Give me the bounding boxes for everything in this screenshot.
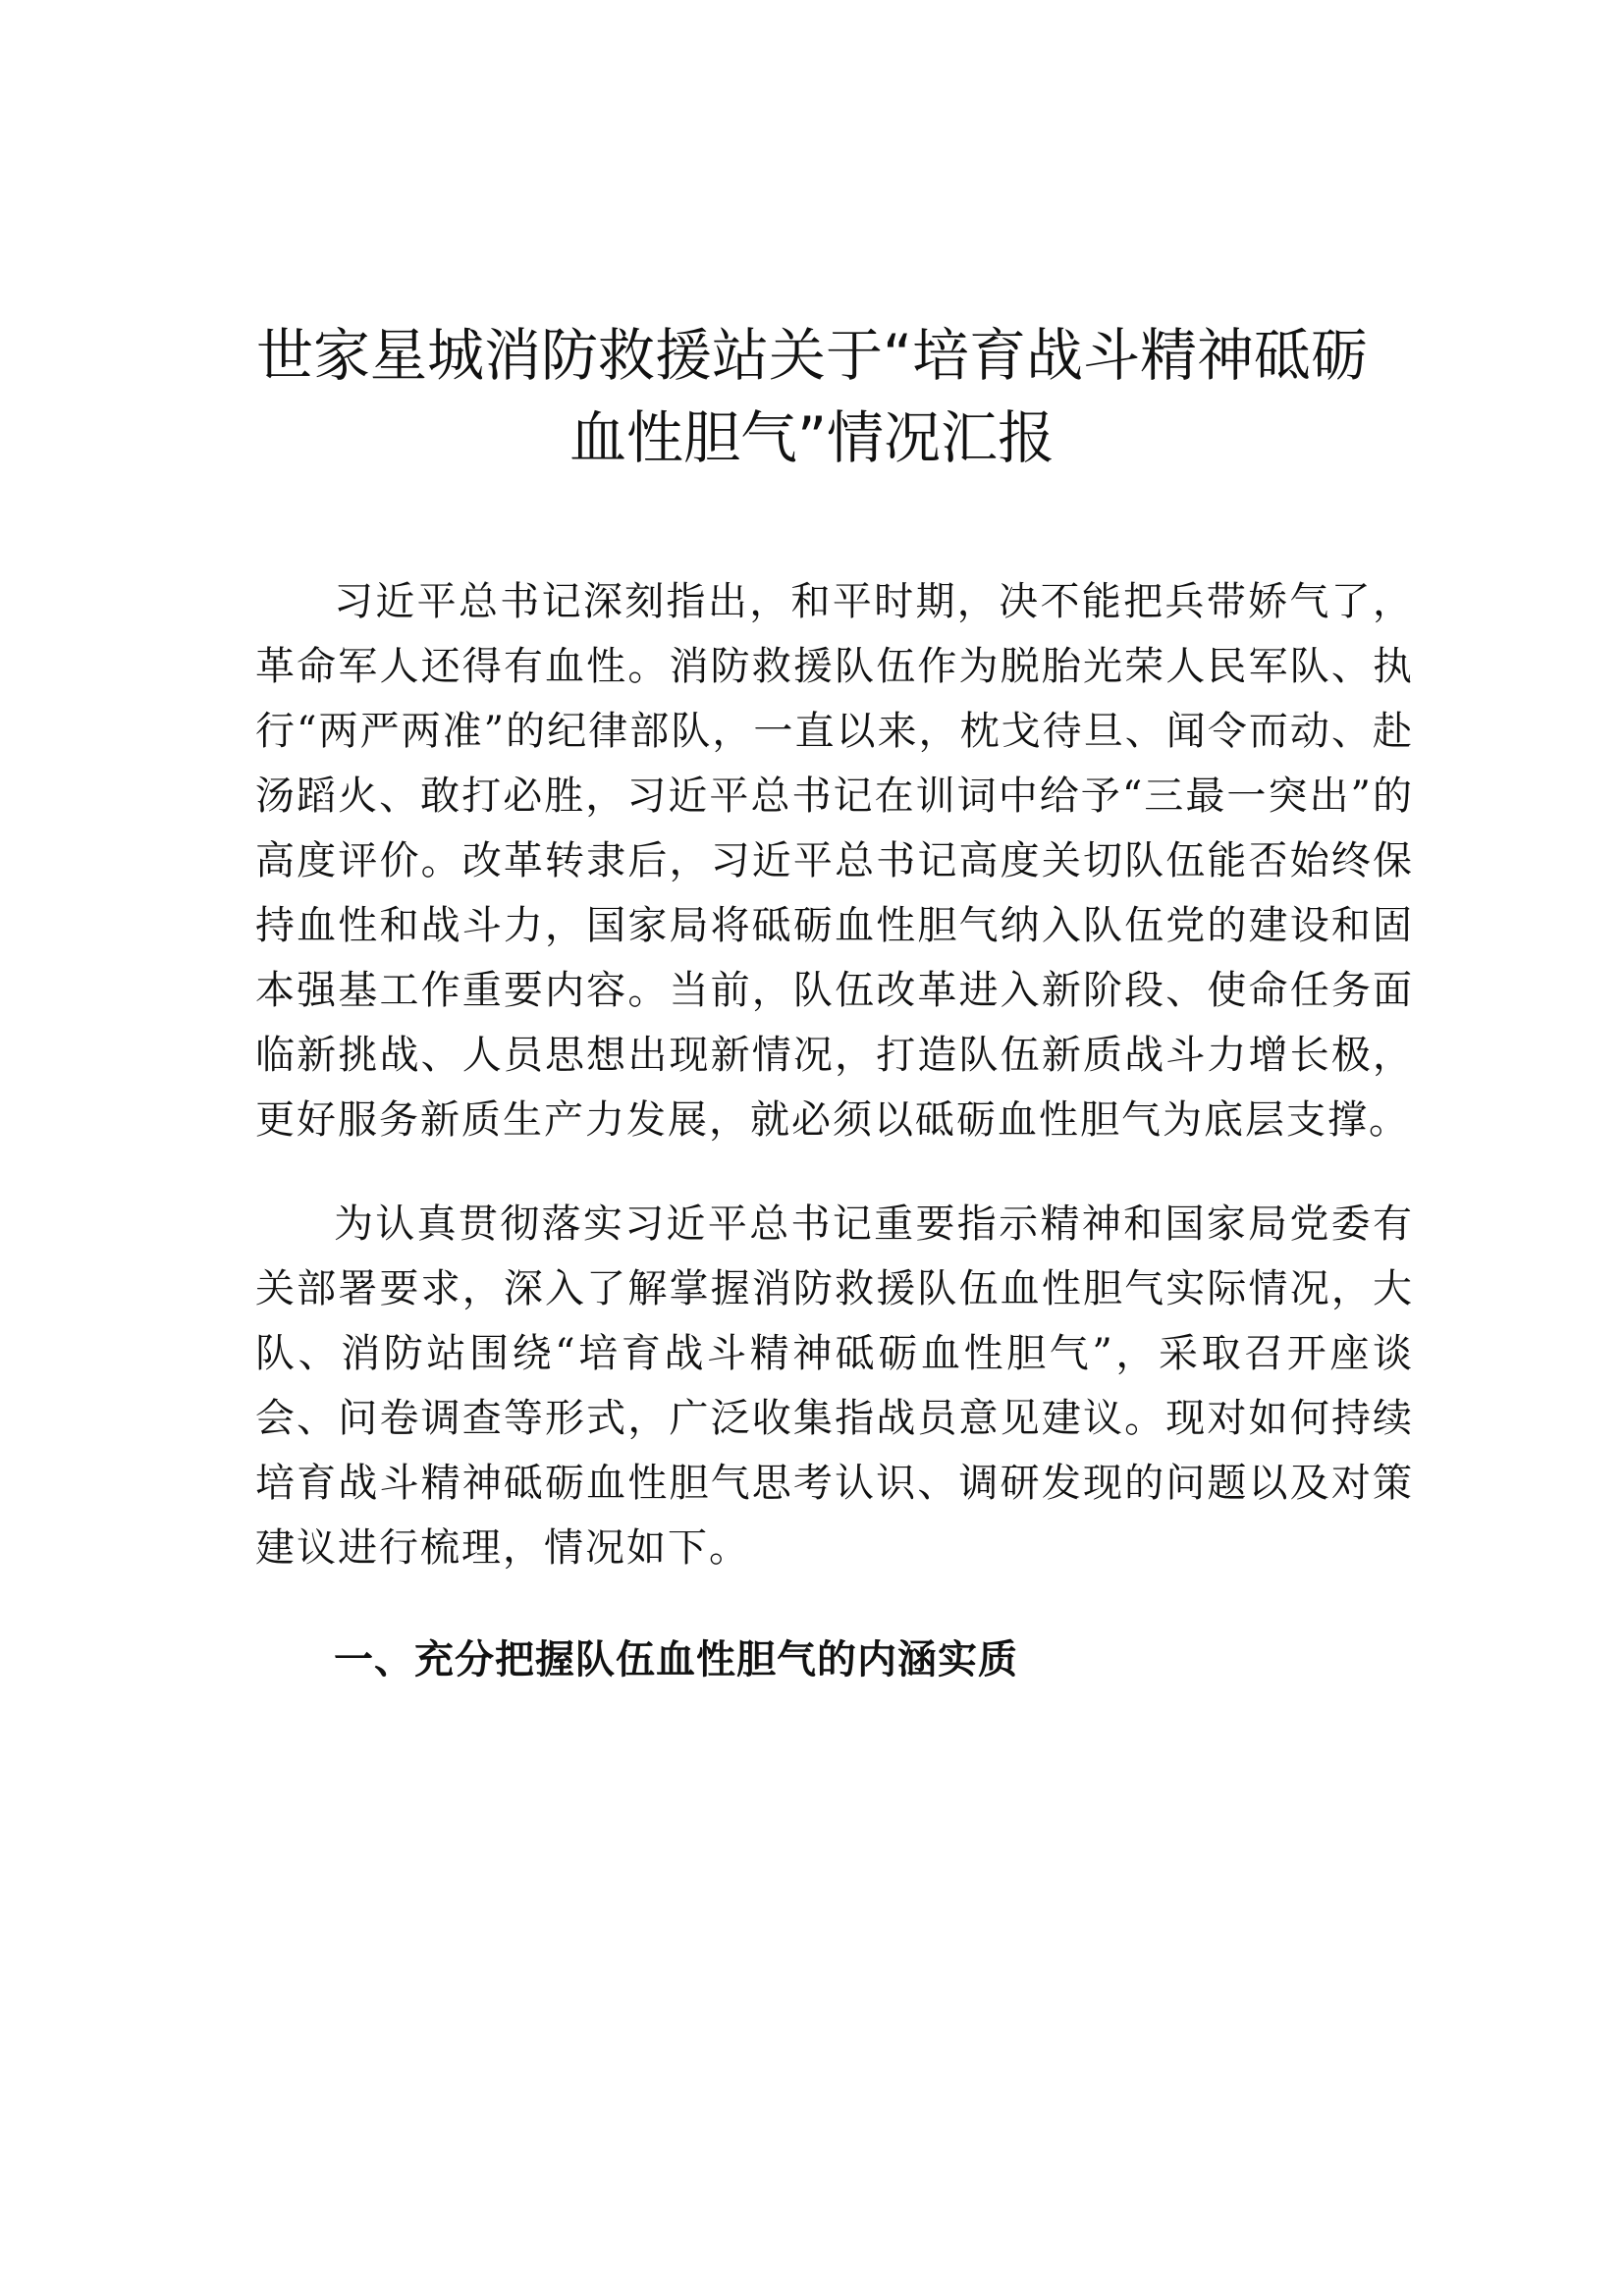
paragraph-1: 习近平总书记深刻指出，和平时期，决不能把兵带娇气了，革命军人还得有血性。消防救援队伍作为脱胎光荣人民军队、执行“两严两准”的纪律部队，一直以来，枕戈待旦、闻令而动、赴汤蹈火、敢打必胜，习近平总书记在训词中给予“三最一突出”的高度评价。改革转隶后，习近平总书记高度关切队伍能否始终保持血性和战斗力，国家局将砥砺血性胆气纳入队伍党的建设和固本强基工作重要内容。当前，队伍改革进入新阶段、使命任务面临新挑战、人员思想出现新情况，打造队伍新质战斗力增长极，更好服务新质生产力发展，就必须以砥砺血性胆气为底层支撑。: [255, 579, 1414, 1143]
document-body: [255, 569, 1414, 1692]
title-line-1: 世家星城消防救援站关于“培育战斗精神砥砺: [255, 322, 1369, 389]
title-line-2: 血性胆气”情况汇报: [568, 404, 1056, 471]
paragraph-2: 为认真贯彻落实习近平总书记重要指示精神和国家局党委有关部署要求，深入了解掌握消防救援队伍血性胆气实际情况，大队、消防站围绕“培育战斗精神砥砺血性胆气”，采取召开座谈会、问卷调查等形式，广泛收集指战员意见建议。现对如何持续培育战斗精神砥砺血性胆气思考认识、调研发现的问题以及对策建议进行梳理，情况如下。: [255, 1201, 1414, 1571]
document-title: [196, 314, 1428, 479]
section-heading: 一、充分把握队伍血性胆气的内涵实质: [334, 1637, 1018, 1682]
